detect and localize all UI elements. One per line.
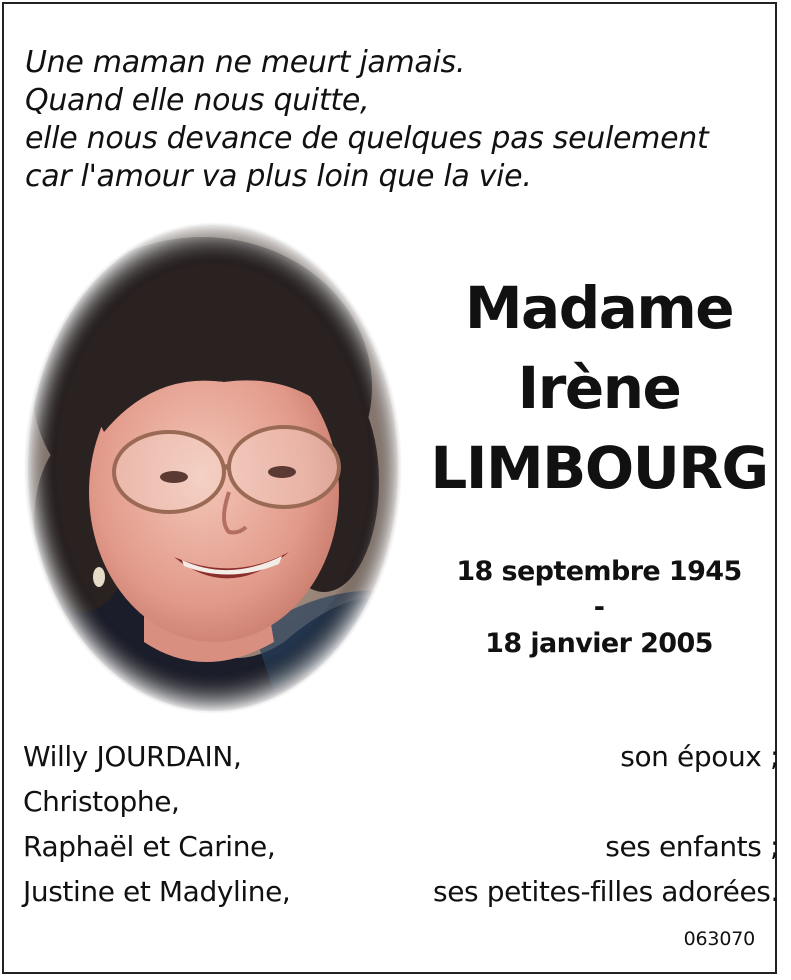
reference-number: 063070 [683,928,755,950]
poem-line: Quand elle nous quitte, [25,83,370,118]
family-row [23,824,779,869]
family-relation: ses petites-filles adorées. [433,875,779,908]
family-names: Willy JOURDAIN, [23,740,242,773]
family-row [23,869,779,914]
poem-line: car l'amour va plus loin que la vie. [25,159,532,194]
poem-line: elle nous devance de quelques pas seulement [25,121,709,156]
birth-date: 18 septembre 1945 [456,556,742,587]
family-relation: ses enfants ; [605,830,779,863]
portrait-photo [24,222,402,714]
obituary-frame [2,2,777,974]
name-title: Madame [464,274,734,342]
date-separator: - [593,592,605,623]
family-names: Justine et Madyline, [23,875,291,908]
family-names: Raphaël et Carine, [23,830,276,863]
name-last: LIMBOURG [430,434,768,502]
name-first: Irène [517,354,681,422]
family-row [23,779,779,824]
family-relation: son époux ; [620,740,779,773]
death-date: 18 janvier 2005 [485,628,713,659]
poem-line: Une maman ne meurt jamais. [25,45,466,80]
family-names: Christophe, [23,785,180,818]
family-list [23,734,779,914]
deceased-name [424,268,774,508]
family-row [23,734,779,779]
life-dates [424,550,774,666]
poem [25,44,708,196]
